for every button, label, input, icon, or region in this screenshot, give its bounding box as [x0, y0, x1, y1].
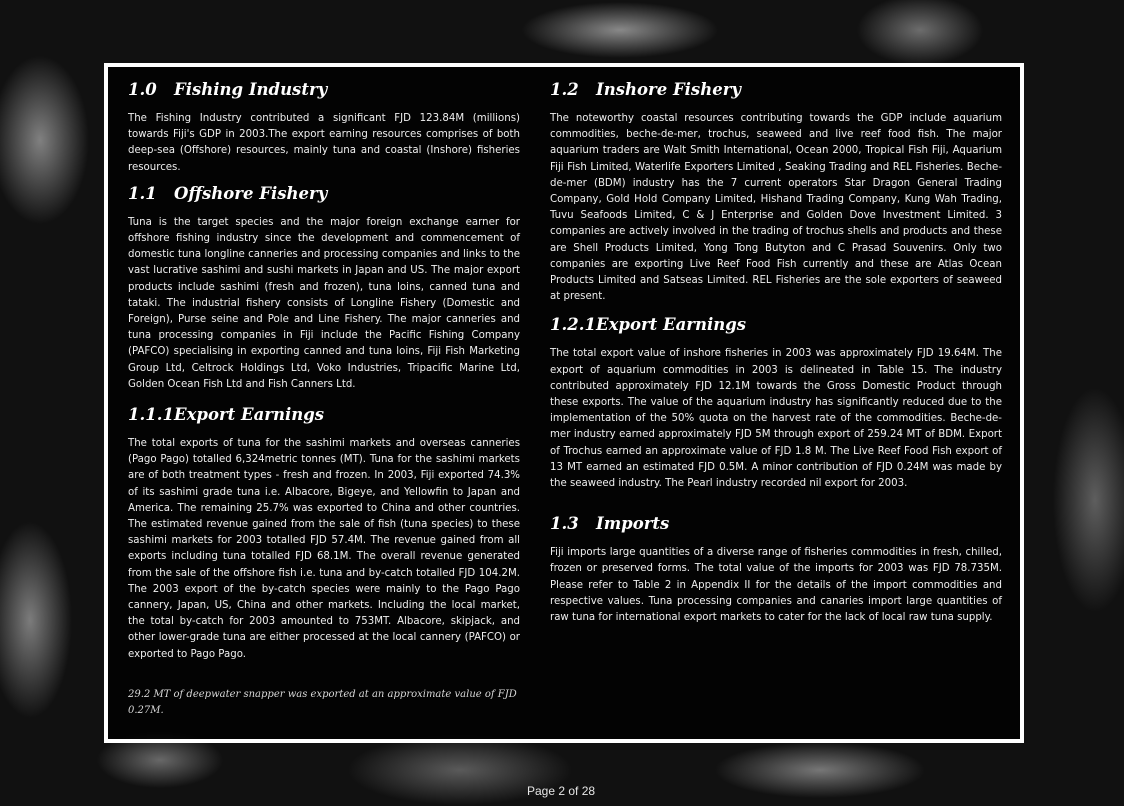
- right-column: [550, 80, 1002, 626]
- fishing-industry-paragraph: The Fishing Industry contributed a significant FJD 123.84M (millions) towards Fiji's GDP in 2003.The export earning resources comprises of both deep-sea (Offshore) resources, mainly tuna and coastal (Inshore) fisheries resources.: [128, 113, 520, 173]
- section-heading-imports: 1.3 Imports: [550, 514, 670, 534]
- inshore-fishery-paragraph: The noteworthy coastal resources contributing towards the GDP include aquarium commodities, beche-de-mer, trochus, seaweed and live reef food fish. The major aquarium traders are Walt Smith International, Ocean 2000, Tropical Fish Fiji, Aquarium Fiji Fish Limited, Waterlife Exporters Limited , Seaking Trading and REL Fisheries. Beche-de-mer (BDM) industry has the 7 current operators Star Dragon General Trading Company, Gold Hold Company Limited, Hishand Trading Company, Kung Wah Trading, Tuvu Seafoods Limited, C & J Enterprise and Golden Dove Investment Limited. 3 companies are actively involved in the trading of trochus shells and products and these are Shell Products Limited, Yong Tong Butyton and C Prasad Souvenirs. Only two companies are exporting Live Reef Food Fish currently and these are Atlas Ocean Products Limited and Satseas Limited. REL Fisheries are the sole exporters of seaweed at present.: [550, 113, 1002, 303]
- imports-paragraph: Fiji imports large quantities of a diverse range of fisheries commodities in fresh, chilled, frozen or preserved forms. The total value of the imports for 2003 was FJD 78.735M. Please refer to Table 2 in Appendix II for the details of the import commodities and respective values. Tuna processing companies and canaries import large quantities of raw tuna for international export markets to cater for the lack of local raw tuna supply.: [550, 547, 1002, 624]
- left-column: [128, 80, 520, 719]
- offshore-fishery-paragraph: Tuna is the target species and the major foreign exchange earner for offshore fishing industry since the development and commencement of domestic tuna longline canneries and processing companies and links to the vast lucrative sashimi and sushi markets in Japan and US. The major export products include sashimi (fresh and frozen), tuna loins, canned tuna and tataki. The industrial fishery consists of Longline Fishery (Domestic and Foreign), Purse seine and Pole and Line Fishery. The major canneries and tuna processing companies in Fiji include the Pacific Fishing Company (PAFCO) specialising in exporting canned and tuna loins, Fiji Fish Marketing Group Ltd, Celtrock Holdings Ltd, Voko Industries, Tripacific Marine Ltd, Golden Ocean Fish Ltd and Fish Canners Ltd.: [128, 216, 520, 390]
- section-heading-offshore-fishery: 1.1 Offshore Fishery: [128, 183, 328, 203]
- inshore-export-earnings-paragraph: The total export value of inshore fisheries in 2003 was approximately FJD 19.64M. The export of aquarium commodities in 2003 is delineated in Table 15. The industry contributed approximately FJD 12.1M towards the Gross Domestic Product through these exports. The value of the aquarium industry has significantly reduced due to the implementation of the 50% quota on the harvest rate of the commodities. Beche-de-mer industry earned approximately FJD 5M through export of 259.24 MT of BDM. Export of Trochus earned an approximate value of FJD 1.8 M. The Live Reef Food Fish export of 13 MT earned an estimated FJD 0.5M. A minor contribution of FJD 0.24M was made by the seaweed industry. The Pearl industry recorded nil export for 2003.: [550, 348, 1002, 490]
- page-number: Page 2 of 28: [527, 784, 596, 798]
- deepwater-snapper-note: 29.2 MT of deepwater snapper was exported at an approximate value of FJD 0.27M.: [128, 688, 517, 716]
- section-heading-inshore-fishery: 1.2 Inshore Fishery: [550, 80, 741, 99]
- section-heading-fishing-industry: 1.0 Fishing Industry: [128, 80, 328, 99]
- section-heading-inshore-export-earnings: 1.2.1Export Earnings: [550, 315, 747, 335]
- section-heading-offshore-export-earnings: 1.1.1Export Earnings: [128, 405, 325, 425]
- offshore-export-earnings-paragraph: The total exports of tuna for the sashimi markets and overseas canneries (Pago Pago) totalled 6,324metric tonnes (MT). Tuna for the sashimi markets are of both treatment types - fresh and frozen. In 2003, Fiji exported 74.3% of its sashimi grade tuna i.e. Albacore, Bigeye, and Yellowfin to Japan and America. The remaining 25.7% was exported to China and other countries. The estimated revenue gained from the sale of fish (tuna species) to these sashimi markets for 2003 totalled FJD 57.4M. The revenue gained from all exports including tuna totalled FJD 68.1M. The overall revenue generated from the sale of the offshore fish i.e. tuna and by-catch totalled FJD 104.2M. The 2003 export of the by-catch species were mainly to the Pago Pago cannery, Japan, US, China and other markets. Including the local market, the total by-catch for 2003 amounted to 753MT. Albacore, skipjack, and other lower-grade tuna are either processed at the local cannery (PAFCO) or exported to Pago Pago.: [128, 438, 520, 660]
